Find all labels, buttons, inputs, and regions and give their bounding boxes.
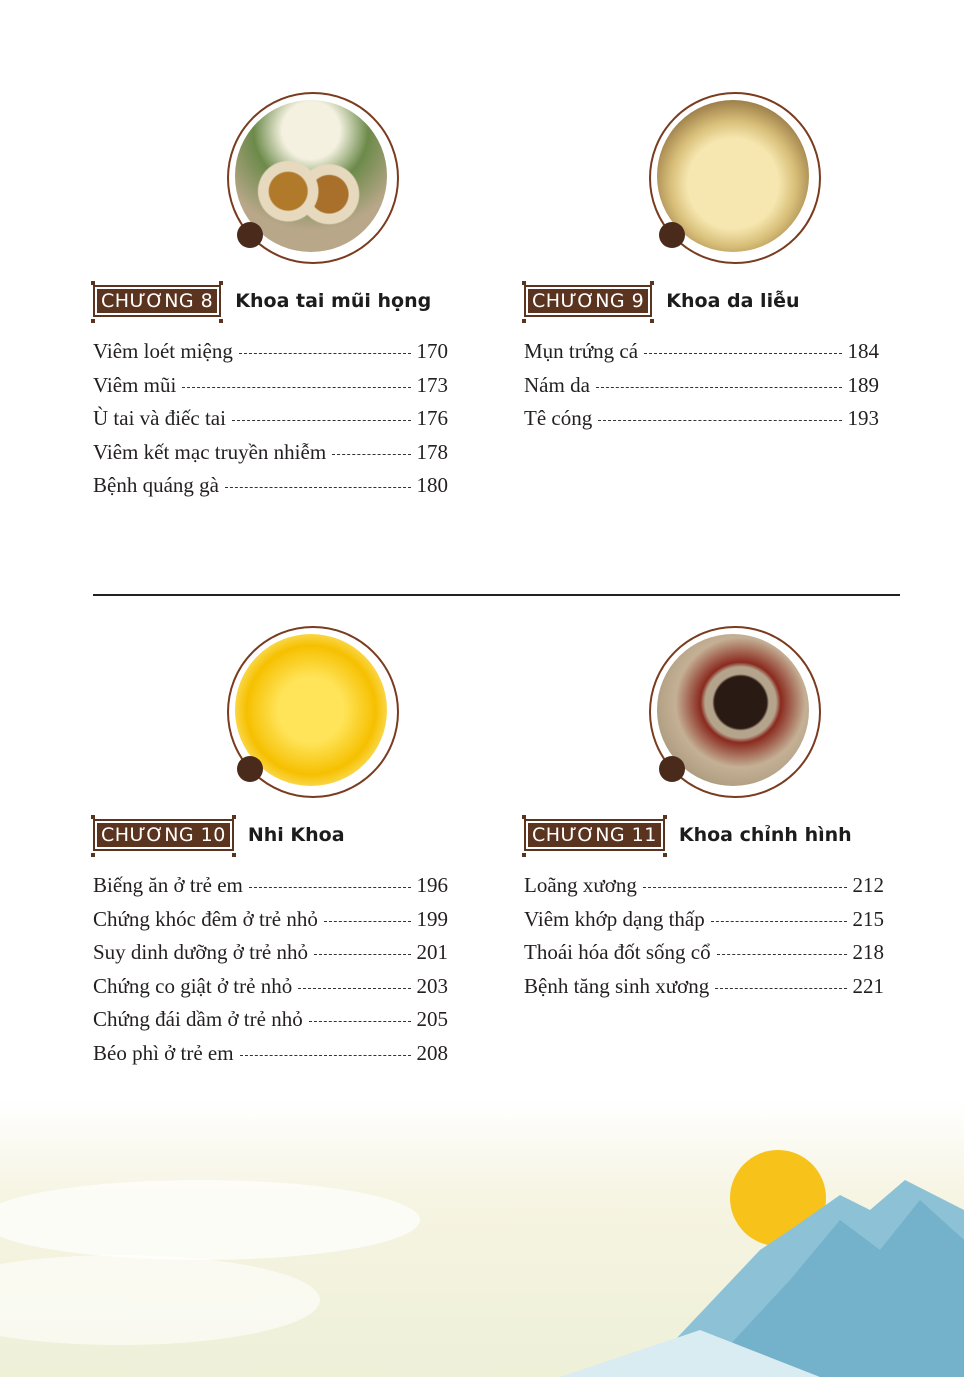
decorative-dot — [659, 222, 685, 248]
chapter-photo-frame — [649, 92, 821, 264]
toc-entry[interactable] — [524, 872, 884, 906]
toc-entry[interactable] — [524, 405, 879, 439]
toc-entry[interactable] — [524, 372, 879, 406]
entry-title: Loãng xương — [524, 873, 637, 897]
entry-title: Viêm loét miệng — [93, 339, 233, 363]
entry-page: 203 — [416, 973, 448, 998]
entry-page: 180 — [416, 473, 448, 497]
entry-page: 193 — [847, 406, 879, 430]
chapter-title: Khoa tai mũi họng — [235, 290, 432, 312]
toc-entry[interactable] — [524, 973, 884, 1007]
entry-page: 212 — [852, 873, 884, 897]
chapter-badge: CHƯƠNG 11 — [524, 819, 665, 851]
chapter-heading — [524, 818, 924, 852]
chapter-badge: CHƯƠNG 8 — [93, 285, 221, 317]
entry-page: 173 — [416, 372, 448, 397]
entry-title: Ù tai và điếc tai — [93, 406, 226, 430]
dot-leader — [717, 954, 847, 955]
entry-page: 199 — [416, 906, 448, 931]
entry-page: 201 — [416, 940, 448, 964]
chapter-section — [0, 534, 964, 1074]
entry-title: Suy dinh dưỡng ở trẻ nhỏ — [93, 940, 309, 964]
chapter-heading — [524, 284, 924, 318]
entry-page: 215 — [852, 906, 884, 931]
dot-leader — [711, 921, 847, 922]
section-divider — [93, 594, 900, 596]
entry-title: Chứng khóc đêm ở trẻ nhỏ — [93, 906, 318, 931]
entry-page: 205 — [416, 1007, 448, 1031]
toc-entry[interactable] — [524, 906, 884, 940]
dot-leader — [596, 387, 842, 388]
toc-entry[interactable] — [524, 939, 884, 973]
dot-leader — [643, 887, 847, 888]
entry-title: Béo phì ở trẻ em — [93, 1040, 234, 1065]
sun-mountain-illustration — [0, 1100, 964, 1377]
chapter-title: Nhi Khoa — [247, 824, 345, 846]
entry-page: 170 — [416, 339, 448, 363]
entry-page: 218 — [852, 940, 884, 964]
entry-title: Chứng đái dầm ở trẻ nhỏ — [93, 1007, 303, 1031]
chapter-section — [0, 0, 964, 540]
chapter-badge: CHƯƠNG 10 — [93, 819, 234, 851]
landscape-decoration — [0, 1100, 964, 1377]
toc-entry[interactable] — [524, 338, 879, 372]
entry-title: Viêm mũi — [93, 372, 177, 397]
entry-page: 184 — [847, 339, 879, 363]
dot-leader — [598, 420, 841, 421]
entry-page: 176 — [416, 406, 448, 430]
chapter-title: Khoa da liễu — [666, 290, 800, 312]
entry-title: Bệnh quáng gà — [93, 473, 219, 497]
entry-title: Viêm kết mạc truyền nhiễm — [93, 439, 327, 464]
chapter-badge: CHƯƠNG 9 — [524, 285, 652, 317]
dot-leader — [644, 353, 841, 354]
dot-leader — [715, 988, 846, 989]
toc-entries — [524, 338, 879, 439]
entry-title: Mụn trứng cá — [524, 339, 639, 363]
entry-title: Chứng co giật ở trẻ nhỏ — [93, 973, 293, 998]
entry-page: 189 — [847, 372, 879, 397]
entry-page: 221 — [852, 973, 884, 998]
entry-title: Bệnh tăng sinh xương — [524, 973, 710, 998]
entry-page: 208 — [416, 1040, 448, 1065]
chapter-title: Khoa chỉnh hình — [678, 824, 852, 846]
chapter-photo-frame — [649, 626, 821, 798]
entry-page: 178 — [416, 439, 448, 464]
toc-entries — [524, 872, 884, 1006]
decorative-dot — [659, 756, 685, 782]
entry-title: Viêm khớp dạng thấp — [524, 906, 705, 931]
entry-title: Thoái hóa đốt sống cổ — [524, 940, 711, 964]
entry-page: 196 — [416, 873, 448, 897]
entry-title: Nám da — [524, 372, 590, 397]
entry-title: Biếng ăn ở trẻ em — [93, 873, 243, 897]
entry-title: Tê cóng — [524, 406, 593, 430]
